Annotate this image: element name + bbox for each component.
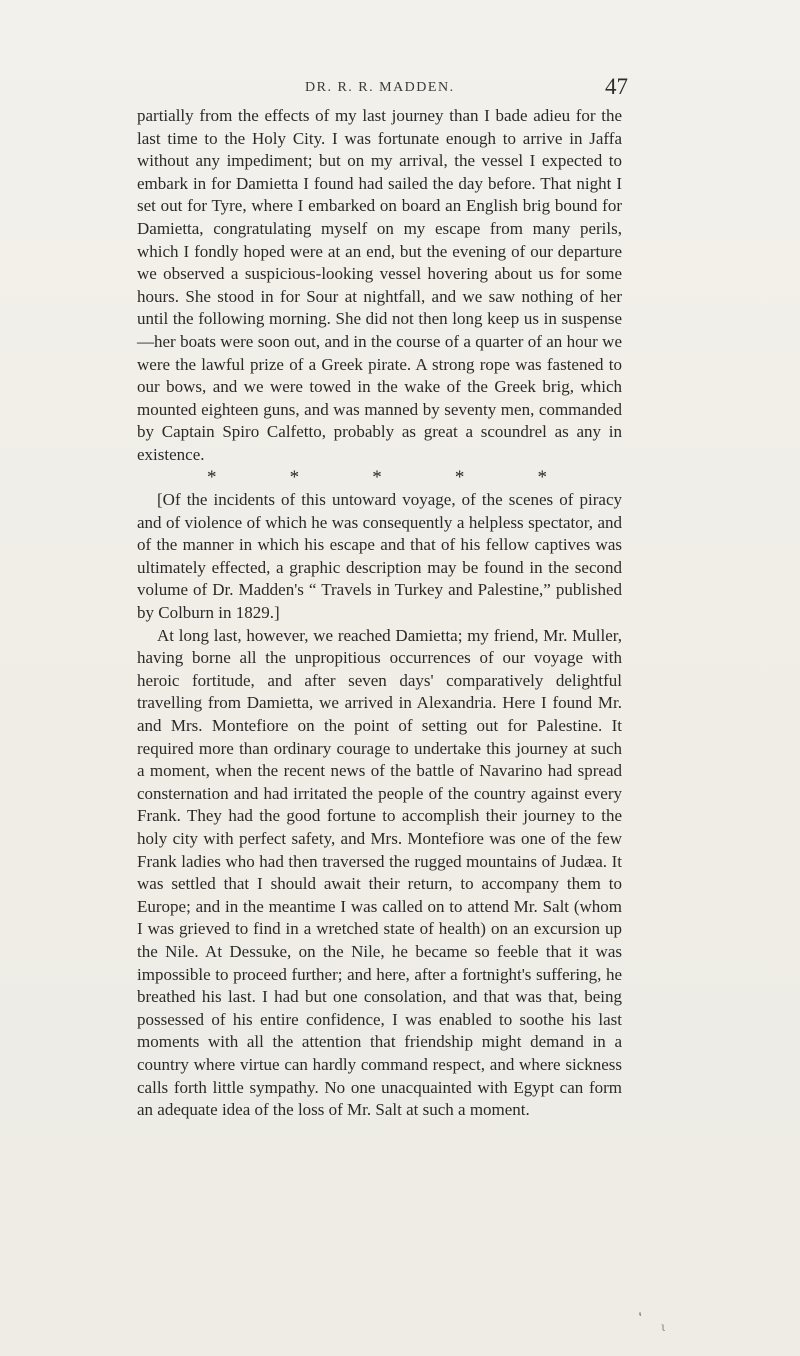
page-number: 47 xyxy=(605,74,628,99)
running-head xyxy=(0,74,800,104)
stray-mark: ‘ xyxy=(636,1309,649,1327)
asterism-divider xyxy=(207,467,547,490)
running-title: DR. R. R. MADDEN. xyxy=(305,80,455,95)
editorial-note: [Of the incidents of this untoward voyage, of the scenes of piracy and of violence of which he was consequently a helpless spectator, and of the manner in which his escape and that of his fellow captives was ultimately effected, a graphic description may be found in the second volume of Dr. Madden's “ Travels in Turkey and Palestine,” published by Colburn in 1829.] xyxy=(137,490,622,623)
asterisk: * xyxy=(454,466,465,488)
asterisk: * xyxy=(537,466,547,488)
asterisk: * xyxy=(289,466,300,488)
paragraph: At long last, however, we reached Damietta; my friend, Mr. Muller, having borne all the unpropitious occurrences of our voyage with heroic fortitude, and after seven days' comparatively delightful travelling from Damietta, we arrived in Alexandria. Here I found Mr. and Mrs. Montefiore on the point of setting out for Palestine. It required more than ordinary courage to undertake this journey at such a moment, when the recent news of the battle of Navarino had spread consternation and had irritated the people of the country against every Frank. They had the good fortune to accomplish their journey to the holy city with perfect safety, and Mrs. Montefiore was one of the few Frank ladies who had then traversed the rugged mountains of Judæa. It was settled that I should await their return, to accompany them to Europe; and in the meantime I was called on to attend Mr. Salt (whom I was grieved to find in a wretched state of health) on an excursion up the Nile. At Dessuke, on the Nile, he became so feeble that it was impossible to proceed further; and here, after a fortnight's suffering, he breathed his last. I had but one consolation, and that was that, being possessed of his entire confidence, I was enabled to soothe his last moments with all the attention that friendship might demand in a country where virtue can hardly command respect, and where sickness calls forth little sympathy. No one unacquainted with Egypt can form an adequate idea of the loss of Mr. Salt at such a moment. xyxy=(137,625,622,1120)
asterisk: * xyxy=(207,466,217,488)
asterisk: * xyxy=(372,466,382,488)
body-text xyxy=(137,105,622,1122)
paragraph-continued: partially from the effects of my last journey than I bade adieu for the last time to the Holy City. I was fortunate enough to arrive in Jaffa without any impediment; but on my arrival, the vessel I expected to embark in for Damietta I found had sailed the day before. That night I set out for Tyre, where I embarked on board an English brig bound for Damietta, congratulating myself on my escape from many perils, which I fondly hoped were at an end, but the evening of our departure we observed a suspicious-looking vessel hovering about us for some hours. She stood in for Sour at nightfall, and we saw nothing of her until the following morning. She did not then long keep us in suspense—her boats were soon out, and in the course of a quarter of an hour we were the lawful prize of a Greek pirate. A strong rope was fastened to our bows, and we were towed in the wake of the Greek brig, which mounted eighteen guns, and was manned by seventy men, commanded by Captain Spiro Calfetto, probably as great a scoundrel as any in existence. xyxy=(137,106,622,464)
stray-mark: ι xyxy=(661,1320,666,1334)
